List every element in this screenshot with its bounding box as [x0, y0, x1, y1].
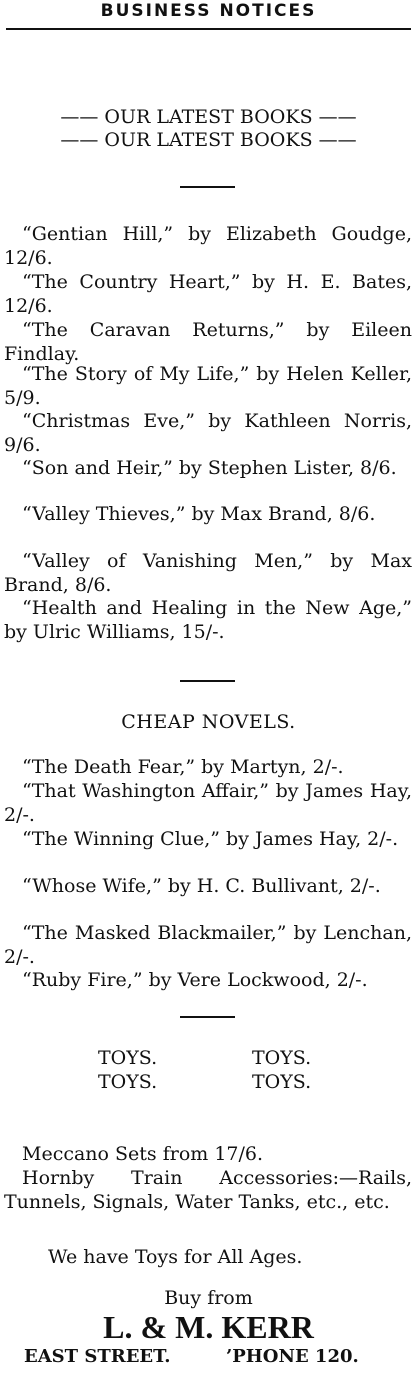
section-divider: [180, 1016, 235, 1018]
book-entry: “The Caravan Returns,” by Eileen Findlay.: [4, 319, 412, 365]
book-entry: “Son and Heir,” by Stephen Lister, 8/6.: [22, 457, 397, 479]
section-divider: [180, 186, 235, 188]
latest-books-heading: —— OUR LATEST BOOKS ——: [60, 106, 357, 128]
novel-entry: “The Masked Blackmailer,” by Lenchan, 2/-.: [4, 922, 412, 968]
novel-entry: “Ruby Fire,” by Vere Lockwood, 2/-.: [22, 969, 368, 991]
book-entry: “Valley of Vanishing Men,” by Max Brand, 8/6.: [4, 550, 412, 596]
novel-entry: “The Death Fear,” by Martyn, 2/-.: [22, 756, 344, 778]
header-rule: [6, 28, 411, 30]
header-title: BUSINESS NOTICES: [100, 1, 317, 21]
novel-entry: “The Winning Clue,” by James Hay, 2/-.: [22, 828, 399, 850]
hornby-notice: Hornby Train Accessories:—Rails, Tunnels, Signals, Water Tanks, etc., etc.: [4, 1167, 412, 1213]
book-entry: “The Story of My Life,” by Helen Keller, 5/9.: [4, 363, 412, 409]
novel-entry: “Whose Wife,” by H. C. Bullivant, 2/-.: [22, 875, 381, 897]
book-entry: “Health and Healing in the New Age,” by Ulric Williams, 15/-.: [4, 597, 412, 643]
book-entry: “Gentian Hill,” by Elizabeth Goudge, 12/6.: [4, 223, 412, 269]
meccano-notice: Meccano Sets from 17/6.: [22, 1143, 264, 1165]
firm-name: L. & M. KERR: [103, 1309, 314, 1345]
toys-label: TOYS.: [252, 1047, 312, 1069]
firm-street: EAST STREET.: [24, 1346, 171, 1367]
book-entry: “Valley Thieves,” by Max Brand, 8/6.: [22, 503, 376, 525]
book-entry: “The Country Heart,” by H. E. Bates, 12/6.: [4, 271, 412, 317]
toys-label: TOYS.: [252, 1071, 312, 1093]
toys-all-ages: We have Toys for All Ages.: [48, 1246, 303, 1268]
novel-entry: “That Washington Affair,” by James Hay, 2/-.: [4, 780, 412, 826]
book-entry: “Christmas Eve,” by Kathleen Norris, 9/6.: [4, 410, 412, 456]
cheap-novels-title: CHEAP NOVELS.: [121, 711, 296, 733]
buy-from: Buy from: [164, 1287, 253, 1309]
latest-books-heading: —— OUR LATEST BOOKS ——: [60, 129, 357, 151]
section-divider: [180, 680, 235, 682]
toys-label: TOYS.: [98, 1047, 158, 1069]
toys-label: TOYS.: [98, 1071, 158, 1093]
firm-phone: ’PHONE 120.: [226, 1346, 359, 1367]
